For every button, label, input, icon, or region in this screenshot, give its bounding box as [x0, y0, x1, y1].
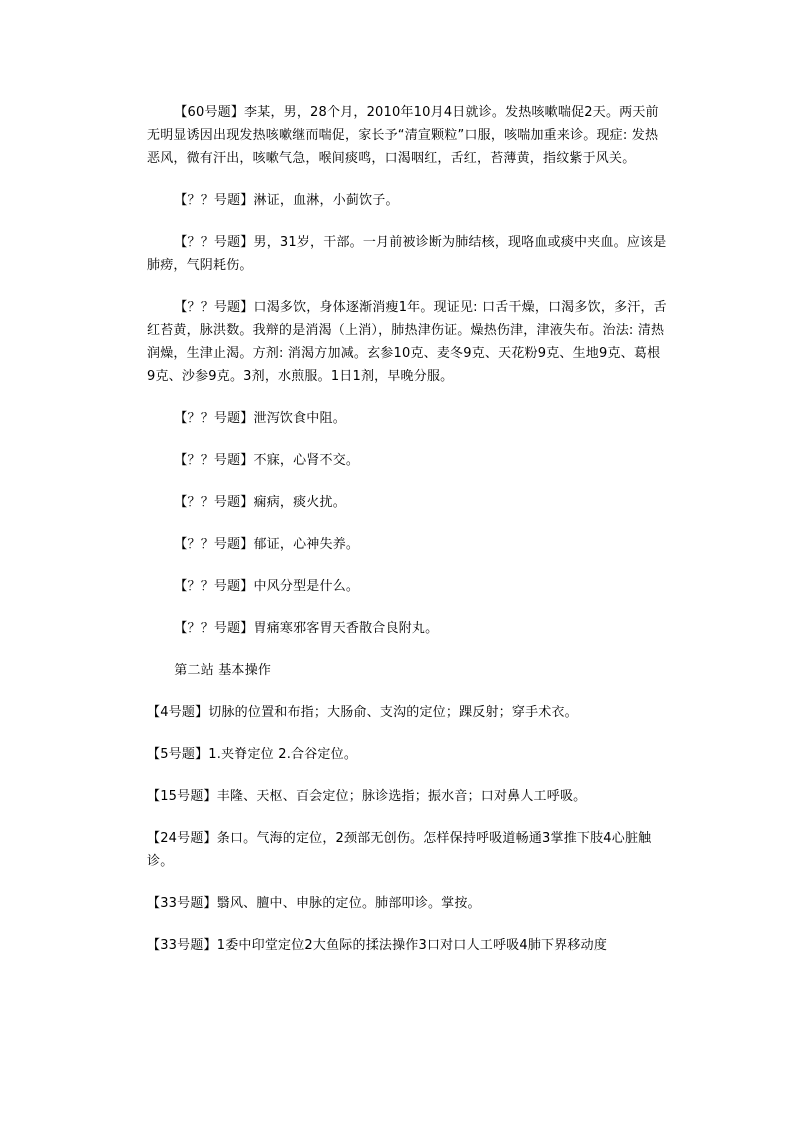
question-tag: 【？？号题】 — [174, 300, 254, 315]
question-tag: 【？？号题】 — [174, 621, 254, 636]
operation-text: 切脉的位置和布指；大肠俞、支沟的定位；踝反射；穿手术衣。 — [208, 705, 578, 720]
question-text: 男，31岁，干部。一月前被诊断为肺结核，现咯血或痰中夹血。应该是肺痨，气阴耗伤。 — [147, 235, 667, 273]
question-text: 中风分型是什么。 — [253, 579, 360, 594]
question-tag: 【？？号题】 — [174, 453, 254, 468]
question-text: 淋证，血淋，小蓟饮子。 — [253, 193, 399, 208]
question-text: 泄泻饮食中阻。 — [253, 411, 346, 426]
operation-paragraph — [147, 785, 667, 808]
question-tag: 【？？号题】 — [174, 495, 254, 510]
question-text: 不寐，心肾不交。 — [253, 453, 360, 468]
operation-text: 1.夹脊定位 2.合谷定位。 — [208, 747, 358, 762]
question-paragraph — [147, 189, 667, 212]
operation-tag: 【24号题】 — [147, 831, 217, 846]
operation-tag: 【15号题】 — [147, 789, 217, 804]
question-tag: 【60号题】 — [174, 105, 245, 120]
operation-text: 翳风、膻中、申脉的定位。肺部叩诊。掌按。 — [216, 896, 481, 911]
operation-tag: 【5号题】 — [147, 747, 209, 762]
question-tag: 【？？号题】 — [174, 411, 254, 426]
question-paragraph — [147, 575, 667, 598]
operation-paragraph — [147, 743, 667, 766]
question-paragraph — [147, 231, 667, 277]
question-paragraph — [147, 296, 667, 388]
question-text: 郁证，心神失养。 — [253, 537, 360, 552]
question-text: 胃痛寒邪客胃天香散合良附丸。 — [253, 621, 439, 636]
operation-text: 1委中印堂定位2大鱼际的揉法操作3口对口人工呼吸4肺下界移动度 — [216, 938, 608, 953]
question-paragraph — [147, 101, 667, 170]
question-paragraph — [147, 617, 667, 640]
operation-tag: 【33号题】 — [147, 938, 217, 953]
question-paragraph — [147, 407, 667, 430]
section-heading: 第二站 基本操作 — [174, 663, 272, 678]
operation-text: 丰隆、天枢、百会定位；脉诊选指；振水音；口对鼻人工呼吸。 — [216, 789, 587, 804]
question-paragraph — [147, 449, 667, 472]
operation-paragraph — [147, 701, 667, 724]
operation-paragraph — [147, 892, 667, 915]
question-tag: 【？？号题】 — [174, 579, 254, 594]
document-body — [147, 101, 667, 957]
operation-paragraph — [147, 934, 667, 957]
question-paragraph — [147, 533, 667, 556]
operation-tag: 【4号题】 — [147, 705, 209, 720]
question-text: 痫病，痰火扰。 — [253, 495, 346, 510]
question-tag: 【？？号题】 — [174, 193, 254, 208]
operation-paragraph — [147, 827, 667, 873]
question-tag: 【？？号题】 — [174, 235, 254, 250]
question-text: 口渴多饮，身体逐渐消瘦1年。现证见: 口舌干燥，口渴多饮，多汗，舌红苔黄，脉洪数。我辩的是消渴（上消），肺热津伤证。燥热伤津，津液失布。治法: 清热润燥，生津止渴。方剂: 消渴方加减。玄参10克、麦冬9克、天花粉9克、生地9克、葛根9克、沙参9克。3剂，水煎服。1日1剂，早晚分服。 — [147, 300, 667, 384]
question-tag: 【？？号题】 — [174, 537, 254, 552]
question-text: 李某，男，28个月，2010年10月4日就诊。发热咳嗽喘促2天。两天前无明显诱因出现发热咳嗽继而喘促，家长予“清宣颗粒”口服，咳喘加重来诊。现症: 发热恶风，微有汗出，咳嗽气急，喉间痰鸣，口渴咽红，舌红，苔薄黄，指纹紫于风关。 — [147, 105, 659, 166]
operation-tag: 【33号题】 — [147, 896, 217, 911]
question-paragraph — [147, 491, 667, 514]
operation-text: 条口。气海的定位，2颈部无创伤。怎样保持呼吸道畅通3掌推下肢4心脏触诊。 — [147, 831, 652, 869]
